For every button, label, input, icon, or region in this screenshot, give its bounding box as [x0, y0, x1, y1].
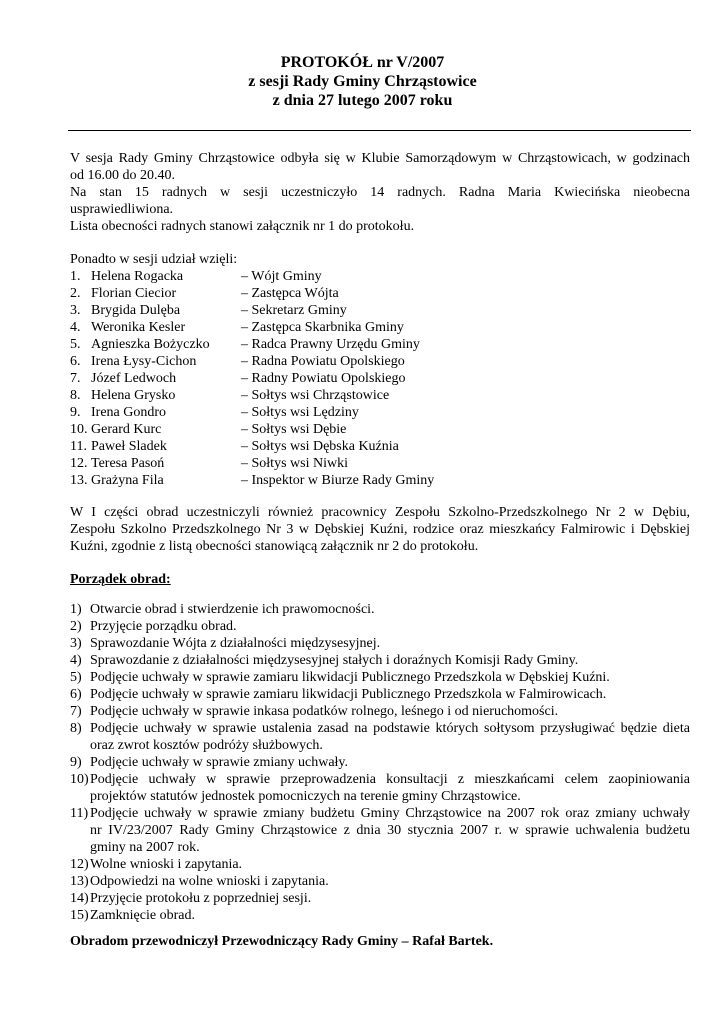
agenda-item-text: [90, 720, 690, 754]
agenda-item-line: gminy na 2007 rok.: [90, 840, 200, 855]
attendee-name: Agnieszka Bożyczko: [91, 337, 210, 352]
attendee-row: [70, 370, 690, 387]
participants-line: Zespołu Szkolno Przedszkolnego Nr 3 w Dębskiej Kuźni, rodzice oraz mieszkańcy Falmirowic i Dębskiej: [70, 522, 690, 537]
attendee-name: Irena Gondro: [91, 405, 167, 420]
intro-line: V sesja Rady Gminy Chrząstowice odbyła się w Klubie Samorządowym w Chrząstowicach, w godzinach: [70, 151, 690, 166]
agenda-item: [70, 873, 690, 890]
agenda-item-number: 10): [70, 772, 89, 787]
agenda-item-text: [90, 652, 690, 669]
agenda-item-number: 3): [70, 636, 82, 651]
agenda-item: [70, 890, 690, 907]
attendee-role: – Sołtys wsi Lędziny: [241, 405, 359, 420]
agenda-item-text: [90, 873, 690, 890]
agenda-item-number: 15): [70, 908, 89, 923]
attendee-row: [70, 387, 690, 404]
agenda-item: [70, 686, 690, 703]
attendee-number: 6.: [70, 354, 81, 369]
intro-paragraph: [70, 150, 690, 235]
attendee-role: – Zastępca Wójta: [241, 286, 339, 301]
title-line-2: z sesji Rady Gminy Chrząstowice: [248, 73, 477, 90]
agenda-item-line: Przyjęcie protokołu z poprzedniej sesji.: [90, 891, 312, 906]
attendees-section: [70, 251, 690, 489]
agenda-item: [70, 805, 690, 856]
attendee-name: Helena Rogacka: [91, 269, 184, 284]
agenda-item-line: Podjęcie uchwały w sprawie zamiaru likwidacji Publicznego Przedszkola w Dębskiej Kuźni.: [90, 670, 610, 685]
agenda-item-number: 14): [70, 891, 89, 906]
attendees-list: [70, 268, 690, 489]
agenda-item: [70, 669, 690, 686]
agenda-item-text: [90, 754, 690, 771]
agenda-item-line: Podjęcie uchwały w sprawie zmiany uchwały.: [90, 755, 349, 770]
agenda-item-line: Otwarcie obrad i stwierdzenie ich prawomocności.: [90, 602, 375, 617]
attendee-number: 7.: [70, 371, 81, 386]
attendee-role: – Inspektor w Biurze Rady Gminy: [241, 473, 435, 488]
attendee-name: Gerard Kurc: [91, 422, 162, 437]
agenda-heading: Porządek obrad:: [70, 572, 171, 587]
agenda-item-number: 9): [70, 755, 82, 770]
attendee-number: 4.: [70, 320, 81, 335]
attendee-name: Paweł Sladek: [91, 439, 167, 454]
agenda-item-line: Podjęcie uchwały w sprawie zmiany budżetu Gminy Chrząstowice na 2007 rok oraz zmiany uchwały: [90, 806, 690, 821]
agenda-item-line: Sprawozdanie z działalności międzysesyjnej stałych i doraźnych Komisji Rady Gminy.: [90, 653, 579, 668]
attendee-role: – Sołtys wsi Niwki: [241, 456, 348, 471]
attendee-name: Irena Łysy-Cichon: [91, 354, 197, 369]
agenda-item-line: Wolne wnioski i zapytania.: [90, 857, 243, 872]
agenda-item-line: Podjęcie uchwały w sprawie inkasa podatków rolnego, leśnego i od nieruchomości.: [90, 704, 559, 719]
agenda-item-line: nr IV/23/2007 Rady Gminy Chrząstowice z dnia 30 stycznia 2007 r. w sprawie uchwalenia budżetu: [90, 823, 690, 838]
agenda-item-line: Podjęcie uchwały w sprawie zamiaru likwidacji Publicznego Przedszkola w Falmirowicach.: [90, 687, 607, 702]
agenda-item-number: 6): [70, 687, 82, 702]
attendee-role: – Sołtys wsi Chrząstowice: [241, 388, 390, 403]
agenda-item-number: 8): [70, 721, 82, 736]
participants-paragraph: [70, 504, 690, 555]
attendee-number: 8.: [70, 388, 81, 403]
document-title: [0, 53, 725, 110]
attendee-name: Helena Grysko: [91, 388, 176, 403]
attendee-role: – Radna Powiatu Opolskiego: [241, 354, 405, 369]
agenda-item-text: [90, 771, 690, 805]
attendee-number: 10.: [70, 422, 88, 437]
attendee-row: [70, 285, 690, 302]
closing-statement: [70, 933, 690, 950]
attendee-role: – Radny Powiatu Opolskiego: [241, 371, 406, 386]
agenda-item-line: Przyjęcie porządku obrad.: [90, 619, 237, 634]
agenda-item: [70, 601, 690, 618]
agenda-item-number: 12): [70, 857, 89, 872]
attendee-row: [70, 319, 690, 336]
attendee-row: [70, 268, 690, 285]
agenda-item-number: 2): [70, 619, 82, 634]
agenda-item-number: 4): [70, 653, 82, 668]
intro-line: usprawiedliwiona.: [70, 202, 174, 217]
spacer: [70, 588, 690, 601]
attendees-heading: Ponadto w sesji udział wzięli:: [70, 252, 238, 267]
attendee-name: Teresa Pasoń: [91, 456, 165, 471]
attendee-name: Grażyna Fila: [91, 473, 164, 488]
attendee-number: 13.: [70, 473, 88, 488]
agenda-item-text: [90, 618, 690, 635]
attendee-number: 3.: [70, 303, 81, 318]
attendee-number: 11.: [70, 439, 87, 454]
attendee-name: Brygida Dulęba: [91, 303, 181, 318]
attendee-row: [70, 438, 690, 455]
attendee-number: 9.: [70, 405, 81, 420]
attendee-row: [70, 472, 690, 489]
agenda-item-line: Sprawozdanie Wójta z działalności międzysesyjnej.: [90, 636, 381, 651]
attendee-role: – Wójt Gminy: [241, 269, 322, 284]
agenda-item-number: 13): [70, 874, 89, 889]
attendee-row: [70, 336, 690, 353]
agenda-item: [70, 907, 690, 924]
attendee-row: [70, 421, 690, 438]
attendee-row: [70, 404, 690, 421]
closing-text: Obradom przewodniczył Przewodniczący Rady Gminy – Rafał Bartek.: [70, 934, 494, 949]
agenda-list: [70, 601, 690, 924]
intro-line: Na stan 15 radnych w sesji uczestniczyło 14 radnych. Radna Maria Kwiecińska nieobecna: [70, 185, 690, 200]
agenda-item-text: [90, 907, 690, 924]
agenda-item-line: Podjęcie uchwały w sprawie ustalenia zasad na podstawie których sołtysom przysługiwać będzie dieta: [90, 721, 690, 736]
attendee-role: – Sołtys wsi Dębie: [241, 422, 347, 437]
agenda-item-line: oraz zwrot kosztów podróży służbowych.: [90, 738, 323, 753]
title-divider: [68, 130, 691, 131]
agenda-item-line: Odpowiedzi na wolne wnioski i zapytania.: [90, 874, 329, 889]
attendee-role: – Zastępca Skarbnika Gminy: [241, 320, 404, 335]
attendee-row: [70, 302, 690, 319]
agenda-item: [70, 754, 690, 771]
agenda-item-line: Zamknięcie obrad.: [90, 908, 195, 923]
agenda-section: [70, 571, 690, 924]
agenda-item-text: [90, 890, 690, 907]
attendee-row: [70, 455, 690, 472]
title-line-3: z dnia 27 lutego 2007 roku: [272, 92, 453, 109]
participants-line: W I części obrad uczestniczyli również pracownicy Zespołu Szkolno-Przedszkolnego Nr 2 w Dębiu,: [70, 505, 690, 520]
attendee-number: 12.: [70, 456, 88, 471]
agenda-item: [70, 618, 690, 635]
participants-line: Kuźni, zgodnie z listą obecności stanowiącą załącznik nr 2 do protokołu.: [70, 539, 479, 554]
agenda-item: [70, 856, 690, 873]
agenda-item: [70, 720, 690, 754]
agenda-item: [70, 703, 690, 720]
agenda-item-text: [90, 703, 690, 720]
attendee-name: Florian Ciecior: [91, 286, 177, 301]
attendee-number: 1.: [70, 269, 81, 284]
agenda-item-text: [90, 856, 690, 873]
attendee-name: Weronika Kesler: [91, 320, 186, 335]
agenda-item: [70, 771, 690, 805]
intro-line: Lista obecności radnych stanowi załącznik nr 1 do protokołu.: [70, 219, 415, 234]
title-line-1: PROTOKÓŁ nr V/2007: [280, 54, 445, 71]
agenda-item: [70, 635, 690, 652]
attendee-number: 2.: [70, 286, 81, 301]
agenda-item-number: 7): [70, 704, 82, 719]
agenda-item-number: 5): [70, 670, 82, 685]
agenda-item-number: 11): [70, 806, 89, 821]
attendee-role: – Sołtys wsi Dębska Kuźnia: [241, 439, 399, 454]
agenda-item-text: [90, 686, 690, 703]
agenda-item-text: [90, 669, 690, 686]
attendee-role: – Radca Prawny Urzędu Gminy: [241, 337, 420, 352]
attendee-name: Józef Ledwoch: [91, 371, 177, 386]
agenda-item-text: [90, 805, 690, 856]
agenda-item-number: 1): [70, 602, 82, 617]
agenda-item-text: [90, 635, 690, 652]
agenda-item-text: [90, 601, 690, 618]
attendee-role: – Sekretarz Gminy: [241, 303, 347, 318]
agenda-item-line: Podjęcie uchwały w sprawie przeprowadzenia konsultacji z mieszkańcami celem zaopiniowania: [90, 772, 690, 787]
attendee-row: [70, 353, 690, 370]
agenda-item-line: projektów statutów jednostek pomocniczych na terenie gminy Chrząstowice.: [90, 789, 521, 804]
attendee-number: 5.: [70, 337, 81, 352]
agenda-item: [70, 652, 690, 669]
intro-line: od 16.00 do 20.40.: [70, 168, 175, 183]
